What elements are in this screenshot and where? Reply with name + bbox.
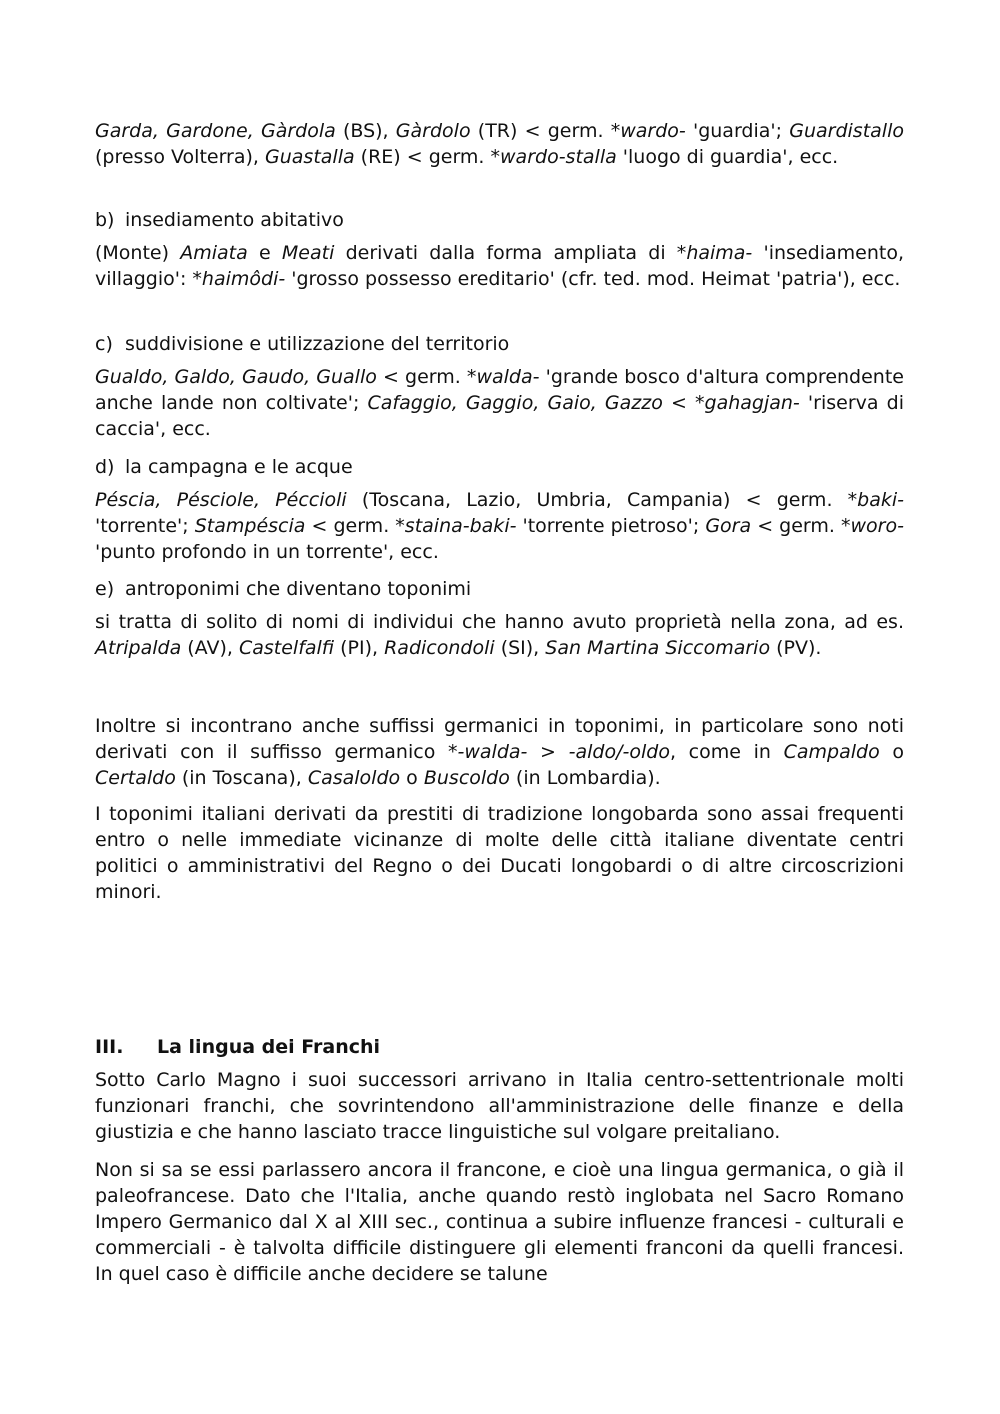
text: (Toscana, Lazio, Umbria, Campania) < germ. * [346,489,858,511]
text: (PV). [770,637,822,659]
text: si tratta di solito di nomi di individui che hanno avuto proprietà nella zona, ad es. [95,611,904,633]
block-b-paragraph [95,240,904,292]
text: > [527,741,569,763]
list-label-d [95,454,904,480]
block-c-paragraph [95,364,904,442]
italic-term: San Martina Siccomario [545,637,771,659]
list-label-text: insediamento abitativo [125,209,344,231]
list-label-e [95,576,904,602]
section-heading [95,1034,904,1060]
block-a-text [95,118,904,170]
text: 'torrente pietroso'; [516,515,706,537]
text: (AV), [181,637,239,659]
text: , come in [669,741,784,763]
text: (TR) < germ. * [470,120,621,142]
block-d-paragraph [95,487,904,565]
text: 'torrente'; [95,515,195,537]
italic-term: Stampéscia [194,515,306,537]
text: (in Lombardia). [509,767,661,789]
block-e-paragraph [95,609,904,661]
italic-term: Péscia, Pésciole, Péccioli [95,489,347,511]
franchi-paragraph-2 [95,1157,904,1287]
text: (BS), [335,120,396,142]
toponimi-paragraph [95,801,904,905]
text: derivati dalla forma ampliata di * [334,242,687,264]
list-label-text: la campagna e le acque [125,456,353,478]
text: 'luogo di guardia', ecc. [616,146,839,168]
italic-term: Casaloldo [307,767,401,789]
block-b-text [95,240,904,292]
italic-term: Castelfalfi [238,637,335,659]
text: o [400,767,424,789]
text: (PI), [334,637,385,659]
italic-term: Radicondoli [384,637,495,659]
italic-term: Meati [281,242,335,264]
italic-term: gahagjan- [704,392,800,414]
toponimi-text: I toponimi italiani derivati da prestiti di tradizione longobarda sono assai frequenti entro o nelle immediate vicinanze di molte delle città italiane diventate centri politici o amministrativi del Regno o dei Ducati longobardi o di altre circoscrizioni minori. [95,803,904,903]
block-a-paragraph [95,118,904,170]
italic-term: Certaldo [95,767,176,789]
text: e [247,242,282,264]
list-label-text: suddivisione e utilizzazione del territorio [125,333,510,355]
suffix-text [95,713,904,791]
italic-term: woro- [850,515,904,537]
italic-term: Guardistallo [789,120,904,142]
text: o [879,741,905,763]
text: < germ. * [376,366,477,388]
text: Inoltre si incontrano anche suffissi germanici in toponimi, in particolare sono noti derivati con il suffisso germanico * [95,715,904,763]
italic-term: Gora [705,515,752,537]
italic-term: Gàrdolo [395,120,471,142]
section-title [95,1034,904,1060]
franchi-text-2: Non si sa se essi parlassero ancora il francone, e cioè una lingua germanica, o già il paleofrancese. Dato che l'Italia, anche quando restò inglobata nel Sacro Romano Impero Germanico dal X al XIII sec., continua a subire influenze francesi - culturali e commerciali - è talvolta difficile distinguere gli elementi franconi da quelli francesi. In quel caso è difficile anche decidere se talune [95,1159,904,1285]
text: (in Toscana), [175,767,308,789]
italic-term: Guastalla [265,146,355,168]
italic-term: walda- [476,366,540,388]
text: 'punto profondo in un torrente', ecc. [95,541,439,563]
italic-term: -walda- [457,741,528,763]
suffix-paragraph [95,713,904,791]
italic-term: baki- [857,489,905,511]
text: 'riserva di caccia', ecc. [95,392,904,440]
text: 'grande bosco d'altura comprendente anche lande non coltivate'; [95,366,904,414]
list-item-d [95,454,904,480]
italic-term: Garda, Gardone, Gàrdola [95,120,336,142]
italic-term: -aldo/-oldo [568,741,670,763]
text: 'insediamento, villaggio': * [95,242,904,290]
italic-term: Cafaggio, Gaggio, Gaio, Gazzo [367,392,663,414]
list-marker: d) [95,456,115,478]
list-label-text: antroponimi che diventano toponimi [125,578,472,600]
italic-term: haima- [686,242,753,264]
italic-term: Atripalda [95,637,182,659]
text: < germ. * [305,515,405,537]
franchi-text-1: Sotto Carlo Magno i suoi successori arrivano in Italia centro-settentrionale molti funzionari franchi, che sovrintendono all'amministrazione delle finanze e della giustizia e che hanno lasciato tracce linguistiche sul volgare preitaliano. [95,1069,904,1143]
italic-term: haimôdi- [201,268,286,290]
italic-term: staina-baki- [404,515,517,537]
text: 'grosso possesso ereditario' (cfr. ted. mod. Heimat 'patria'), ecc. [285,268,901,290]
list-item-e [95,576,904,602]
franchi-paragraph-1 [95,1067,904,1145]
italic-term: Buscoldo [423,767,510,789]
block-c-text [95,364,904,442]
italic-term: Amiata [180,242,248,264]
text: < germ. * [751,515,851,537]
text: (SI), [494,637,546,659]
text: (Monte) [95,242,181,264]
block-e-text [95,609,904,661]
section-title-text: La lingua dei Franchi [157,1036,381,1058]
section-number: III. [95,1036,124,1058]
list-marker: e) [95,578,115,600]
italic-term: Gualdo, Galdo, Gaudo, Guallo [95,366,377,388]
italic-term: Campaldo [783,741,880,763]
text: 'guardia'; [685,120,790,142]
list-label-c [95,331,904,357]
text: (presso Volterra), [95,146,266,168]
list-label-b [95,207,904,233]
italic-term: wardo-stalla [500,146,617,168]
block-d-text [95,487,904,565]
list-item-c [95,331,904,357]
list-item-b [95,207,904,233]
text: < * [662,392,705,414]
italic-term: wardo- [620,120,686,142]
list-marker: b) [95,209,115,231]
list-marker: c) [95,333,113,355]
text: (RE) < germ. * [354,146,501,168]
